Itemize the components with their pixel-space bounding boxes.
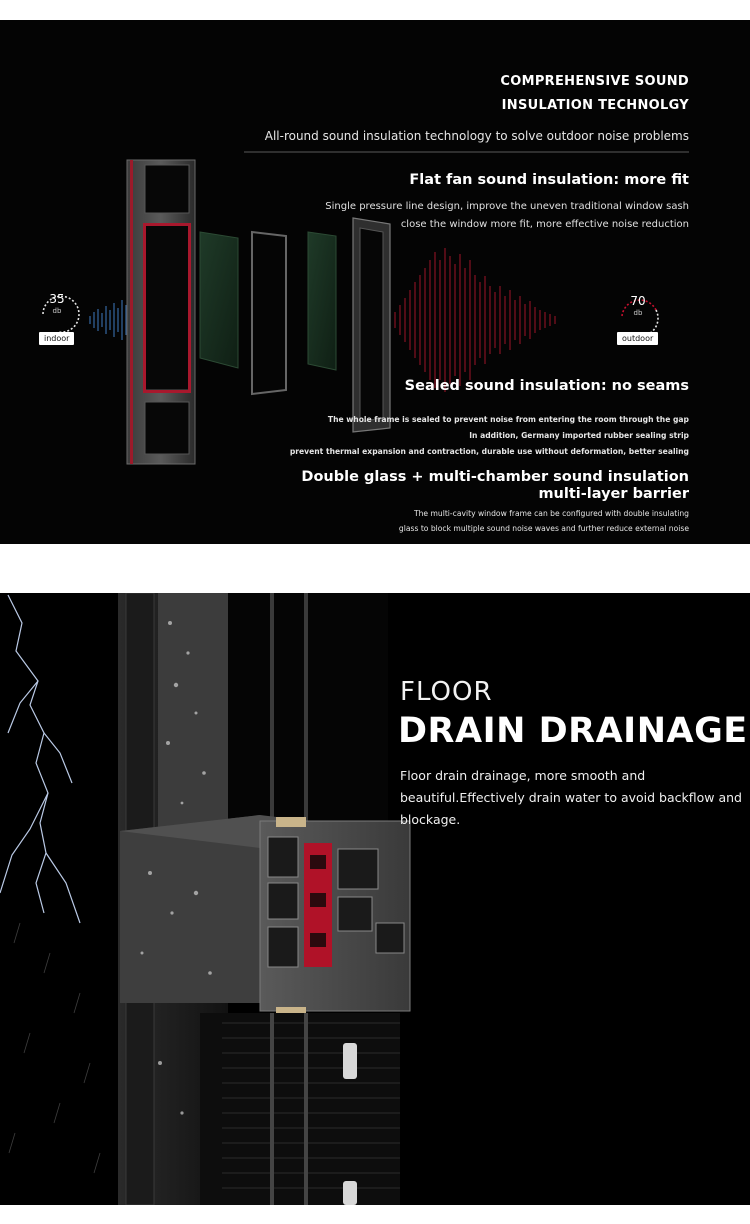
drain-description: Floor drain drainage, more smooth and beautiful.Effectively drain water to avoid backflow and blockage.	[400, 768, 742, 827]
window-frame	[127, 160, 195, 464]
feature-2-text-2: In addition, Germany imported rubber sealing strip	[469, 431, 689, 440]
feature-1-text-2: close the window more fit, more effective noise reduction	[400, 219, 689, 230]
outdoor-label: outdoor	[617, 332, 658, 345]
feature-2-title: Sealed sound insulation: no seams	[404, 378, 689, 394]
indoor-decibel-unit: db	[52, 307, 62, 315]
outdoor-decibel-unit: db	[633, 309, 643, 317]
glass-pane-3	[308, 232, 336, 370]
feature-2-text-1: The whole frame is sealed to prevent noise from entering the room through the gap	[327, 415, 689, 424]
feature-1-title: Flat fan sound insulation: more fit	[409, 172, 689, 188]
spacer-clip-2	[343, 1181, 357, 1205]
outdoor-soundwave	[395, 248, 555, 392]
floor-drain-panel	[0, 593, 750, 1205]
window-sash	[353, 218, 390, 432]
section-heading-line2: INSULATION TECHNOLGY	[501, 98, 689, 113]
feature-3-title-2: multi-layer barrier	[538, 486, 689, 502]
outdoor-decibel-gauge	[618, 288, 658, 328]
glass-pane-2	[252, 232, 286, 394]
lower-glass	[200, 1013, 400, 1205]
indoor-decibel-gauge	[37, 286, 77, 326]
glass-pane-1	[200, 232, 238, 368]
feature-3-title-1: Double glass + multi-chamber sound insulation	[301, 469, 689, 485]
facade-frame	[158, 593, 228, 833]
sound-insulation-panel	[0, 20, 750, 544]
lightning-bolt	[0, 595, 80, 923]
outdoor-decibel-value: 70	[630, 294, 646, 308]
indoor-label: indoor	[39, 332, 74, 345]
drain-profile-illustration	[0, 593, 750, 1205]
feature-1-text-1: Single pressure line design, improve the uneven traditional window sash	[325, 201, 689, 212]
drain-title-bold: DRAIN DRAINAGE	[398, 711, 748, 751]
spacer-clip-1	[343, 1043, 357, 1079]
aluminum-sill-profile	[120, 815, 410, 1017]
section-heading-line1: COMPREHENSIVE SOUND	[500, 74, 689, 89]
feature-3-text-2: glass to block multiple sound noise waves and further reduce external noise	[398, 524, 689, 533]
section-subheading: All-round sound insulation technology to solve outdoor noise problems	[264, 129, 689, 143]
feature-2-text-3: prevent thermal expansion and contraction, durable use without deformation, better sealing	[289, 447, 689, 456]
indoor-decibel-value: 35	[49, 292, 65, 306]
drain-title-light: FLOOR	[400, 677, 493, 707]
feature-3-text-1: The multi-cavity window frame can be configured with double insulating	[413, 509, 689, 518]
